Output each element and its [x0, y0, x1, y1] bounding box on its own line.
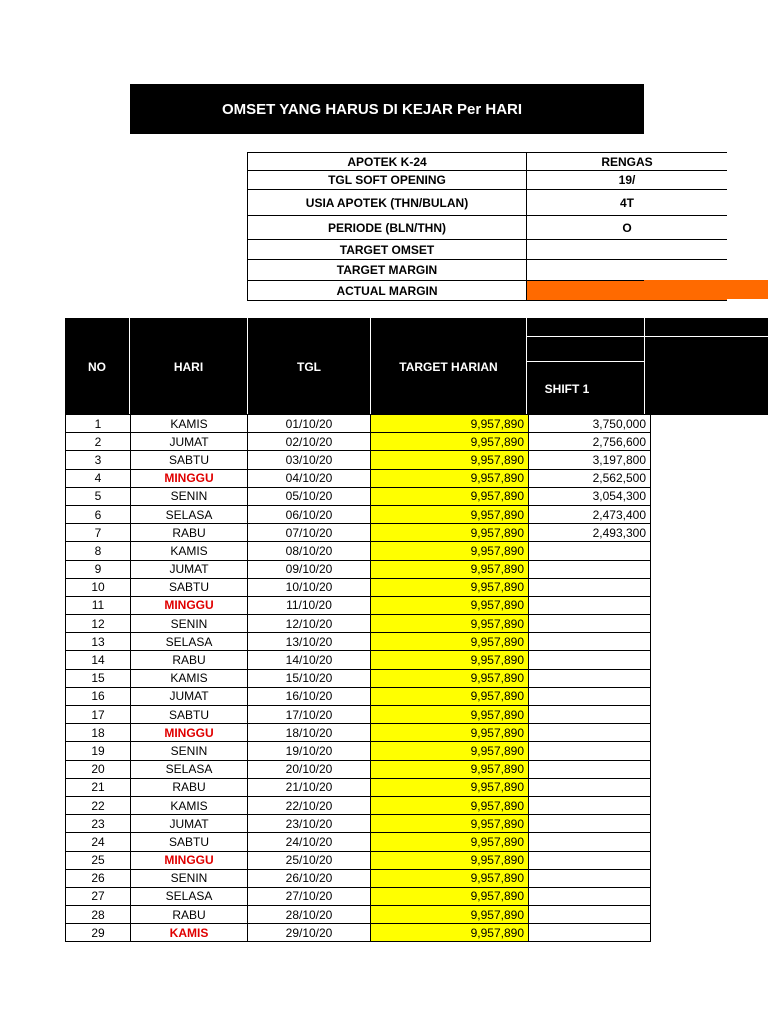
cell-hari[interactable]: SABTU [131, 578, 248, 596]
cell-tgl[interactable]: 26/10/20 [248, 869, 371, 887]
cell-tgl[interactable]: 09/10/20 [248, 560, 371, 578]
cell-no[interactable]: 9 [66, 560, 131, 578]
header-divider [527, 336, 768, 337]
cell-shift-1[interactable] [529, 669, 651, 687]
cell-tgl[interactable]: 15/10/20 [248, 669, 371, 687]
cell-hari[interactable]: SENIN [131, 869, 248, 887]
cell-shift-1[interactable] [529, 887, 651, 905]
table-row [66, 651, 651, 669]
cell-shift-1[interactable]: 2,562,500 [529, 469, 651, 487]
info-row [248, 153, 728, 171]
table-row [66, 742, 651, 760]
cell-shift-1[interactable]: 2,493,300 [529, 524, 651, 542]
info-label[interactable]: USIA APOTEK (THN/BULAN) [248, 190, 527, 216]
cell-hari[interactable]: SENIN [131, 615, 248, 633]
cell-hari[interactable]: JUMAT [131, 815, 248, 833]
cell-hari[interactable]: SELASA [131, 760, 248, 778]
cell-shift-1[interactable] [529, 851, 651, 869]
cell-tgl[interactable]: 17/10/20 [248, 706, 371, 724]
info-label[interactable]: TARGET MARGIN [248, 260, 527, 281]
cell-hari[interactable]: KAMIS [131, 415, 248, 433]
cell-no[interactable]: 2 [66, 433, 131, 451]
cell-shift-1[interactable]: 3,750,000 [529, 415, 651, 433]
cell-target-harian[interactable]: 9,957,890 [371, 505, 529, 523]
table-row [66, 869, 651, 887]
header-divider [644, 318, 645, 415]
table-row [66, 669, 651, 687]
cell-no[interactable]: 3 [66, 451, 131, 469]
cell-target-harian[interactable]: 9,957,890 [371, 724, 529, 742]
cell-shift-1[interactable]: 2,473,400 [529, 505, 651, 523]
cell-target-harian[interactable]: 9,957,890 [371, 706, 529, 724]
cell-tgl[interactable]: 13/10/20 [248, 633, 371, 651]
daily-target-table [65, 414, 651, 942]
table-row [66, 887, 651, 905]
cell-shift-1[interactable] [529, 760, 651, 778]
cell-tgl[interactable]: 06/10/20 [248, 505, 371, 523]
cell-target-harian[interactable]: 9,957,890 [371, 651, 529, 669]
cell-target-harian[interactable]: 9,957,890 [371, 742, 529, 760]
cell-no[interactable]: 27 [66, 887, 131, 905]
table-row [66, 815, 651, 833]
cell-shift-1[interactable] [529, 796, 651, 814]
cell-hari[interactable]: RABU [131, 651, 248, 669]
cell-shift-1[interactable] [529, 596, 651, 614]
cell-target-harian[interactable]: 9,957,890 [371, 815, 529, 833]
cell-hari[interactable]: KAMIS [131, 669, 248, 687]
cell-shift-1[interactable] [529, 706, 651, 724]
cell-shift-1[interactable] [529, 560, 651, 578]
table-row [66, 433, 651, 451]
cell-no[interactable]: 22 [66, 796, 131, 814]
table-row [66, 633, 651, 651]
cell-tgl[interactable]: 04/10/20 [248, 469, 371, 487]
cell-no[interactable]: 21 [66, 778, 131, 796]
cell-hari[interactable]: SABTU [131, 706, 248, 724]
info-value-text: O [622, 220, 632, 235]
cell-target-harian[interactable]: 9,957,890 [371, 433, 529, 451]
table-row [66, 505, 651, 523]
cell-tgl[interactable]: 25/10/20 [248, 851, 371, 869]
cell-shift-1[interactable] [529, 924, 651, 942]
info-value[interactable] [527, 216, 728, 240]
cell-target-harian[interactable]: 9,957,890 [371, 451, 529, 469]
info-row [248, 240, 728, 260]
sheet-title: OMSET YANG HARUS DI KEJAR Per HARI [130, 84, 644, 134]
cell-tgl[interactable]: 24/10/20 [248, 833, 371, 851]
cell-target-harian[interactable]: 9,957,890 [371, 687, 529, 705]
cell-target-harian[interactable]: 9,957,890 [371, 578, 529, 596]
info-row [248, 171, 728, 190]
cell-target-harian[interactable]: 9,957,890 [371, 851, 529, 869]
cell-shift-1[interactable] [529, 778, 651, 796]
header-tgl[interactable]: TGL [297, 359, 321, 374]
cell-target-harian[interactable]: 9,957,890 [371, 669, 529, 687]
cell-target-harian[interactable]: 9,957,890 [371, 887, 529, 905]
cell-hari[interactable]: SENIN [131, 742, 248, 760]
table-row [66, 487, 651, 505]
table-row [66, 760, 651, 778]
cell-target-harian[interactable]: 9,957,890 [371, 469, 529, 487]
cell-shift-1[interactable] [529, 724, 651, 742]
cell-hari[interactable]: KAMIS [131, 542, 248, 560]
cell-shift-1[interactable] [529, 633, 651, 651]
cell-hari[interactable]: SELASA [131, 633, 248, 651]
table-row [66, 560, 651, 578]
cell-no[interactable]: 14 [66, 651, 131, 669]
cell-hari[interactable]: SABTU [131, 451, 248, 469]
cell-shift-1[interactable]: 3,197,800 [529, 451, 651, 469]
cell-shift-1[interactable]: 3,054,300 [529, 487, 651, 505]
cell-target-harian[interactable]: 9,957,890 [371, 796, 529, 814]
cell-hari[interactable]: JUMAT [131, 433, 248, 451]
cell-no[interactable]: 1 [66, 415, 131, 433]
cell-no[interactable]: 15 [66, 669, 131, 687]
cell-tgl[interactable]: 02/10/20 [248, 433, 371, 451]
cell-shift-1[interactable] [529, 906, 651, 924]
info-value[interactable] [527, 171, 728, 190]
info-row [248, 216, 728, 240]
header-target-harian[interactable]: TARGET HARIAN [399, 359, 498, 374]
cell-tgl[interactable]: 22/10/20 [248, 796, 371, 814]
cell-hari[interactable]: JUMAT [131, 687, 248, 705]
cell-tgl[interactable]: 27/10/20 [248, 887, 371, 905]
cell-target-harian[interactable]: 9,957,890 [371, 542, 529, 560]
cell-tgl[interactable]: 28/10/20 [248, 906, 371, 924]
cell-no[interactable]: 26 [66, 869, 131, 887]
cell-no[interactable]: 23 [66, 815, 131, 833]
info-value-text: RENGAS [601, 154, 653, 169]
cell-tgl[interactable]: 19/10/20 [248, 742, 371, 760]
cell-shift-1[interactable] [529, 651, 651, 669]
cell-target-harian[interactable]: 9,957,890 [371, 778, 529, 796]
cell-no[interactable]: 7 [66, 524, 131, 542]
cell-tgl[interactable]: 12/10/20 [248, 615, 371, 633]
cell-no[interactable]: 18 [66, 724, 131, 742]
cell-tgl[interactable]: 21/10/20 [248, 778, 371, 796]
table-row [66, 851, 651, 869]
cell-tgl[interactable]: 23/10/20 [248, 815, 371, 833]
cell-target-harian[interactable]: 9,957,890 [371, 487, 529, 505]
cell-target-harian[interactable]: 9,957,890 [371, 906, 529, 924]
cell-target-harian[interactable]: 9,957,890 [371, 924, 529, 942]
info-label[interactable]: PERIODE (BLN/THN) [248, 216, 527, 240]
cell-no[interactable]: 28 [66, 906, 131, 924]
cell-no[interactable]: 8 [66, 542, 131, 560]
cell-hari[interactable]: MINGGU [131, 724, 248, 742]
cell-shift-1[interactable]: 2,756,600 [529, 433, 651, 451]
cell-shift-1[interactable] [529, 815, 651, 833]
cell-hari[interactable]: JUMAT [131, 560, 248, 578]
cell-hari[interactable]: RABU [131, 906, 248, 924]
cell-target-harian[interactable]: 9,957,890 [371, 560, 529, 578]
cell-target-harian[interactable]: 9,957,890 [371, 833, 529, 851]
cell-no[interactable]: 19 [66, 742, 131, 760]
table-row [66, 578, 651, 596]
info-value[interactable] [527, 260, 728, 281]
cell-no[interactable]: 5 [66, 487, 131, 505]
cell-shift-1[interactable] [529, 542, 651, 560]
cell-hari[interactable]: MINGGU [131, 851, 248, 869]
info-value-text: 19/ [618, 173, 636, 187]
cell-shift-1[interactable] [529, 615, 651, 633]
info-value[interactable] [527, 153, 728, 171]
cell-tgl[interactable]: 20/10/20 [248, 760, 371, 778]
cell-tgl[interactable]: 05/10/20 [248, 487, 371, 505]
table-row [66, 615, 651, 633]
cell-no[interactable]: 25 [66, 851, 131, 869]
table-row [66, 687, 651, 705]
cell-no[interactable]: 11 [66, 596, 131, 614]
table-row [66, 542, 651, 560]
info-value[interactable] [527, 190, 728, 216]
cell-shift-1[interactable] [529, 869, 651, 887]
cell-shift-1[interactable] [529, 687, 651, 705]
table-row [66, 524, 651, 542]
cell-no[interactable]: 20 [66, 760, 131, 778]
cell-tgl[interactable]: 11/10/20 [248, 596, 371, 614]
cell-no[interactable]: 12 [66, 615, 131, 633]
info-label[interactable]: TARGET OMSET [248, 240, 527, 260]
header-no[interactable]: NO [88, 359, 106, 374]
cell-shift-1[interactable] [529, 742, 651, 760]
cell-target-harian[interactable]: 9,957,890 [371, 760, 529, 778]
table-row [66, 451, 651, 469]
actual-margin-fill [644, 280, 768, 299]
cell-hari[interactable]: SENIN [131, 487, 248, 505]
cell-target-harian[interactable]: 9,957,890 [371, 524, 529, 542]
info-label[interactable]: TGL SOFT OPENING [248, 171, 527, 190]
cell-no[interactable]: 6 [66, 505, 131, 523]
cell-no[interactable]: 17 [66, 706, 131, 724]
cell-tgl[interactable]: 08/10/20 [248, 542, 371, 560]
table-row [66, 778, 651, 796]
cell-target-harian[interactable]: 9,957,890 [371, 596, 529, 614]
cell-target-harian[interactable]: 9,957,890 [371, 633, 529, 651]
cell-no[interactable]: 24 [66, 833, 131, 851]
info-label[interactable]: APOTEK K-24 [248, 153, 527, 171]
cell-tgl[interactable]: 07/10/20 [248, 524, 371, 542]
cell-tgl[interactable]: 10/10/20 [248, 578, 371, 596]
table-row [66, 469, 651, 487]
cell-shift-1[interactable] [529, 833, 651, 851]
cell-no[interactable]: 16 [66, 687, 131, 705]
table-row [66, 906, 651, 924]
cell-tgl[interactable]: 14/10/20 [248, 651, 371, 669]
cell-no[interactable]: 4 [66, 469, 131, 487]
cell-no[interactable]: 10 [66, 578, 131, 596]
info-value[interactable] [527, 240, 728, 260]
cell-hari[interactable]: RABU [131, 778, 248, 796]
cell-hari[interactable]: SELASA [131, 505, 248, 523]
cell-shift-1[interactable] [529, 578, 651, 596]
table-row [66, 833, 651, 851]
table-row [66, 415, 651, 433]
table-row [66, 706, 651, 724]
cell-tgl[interactable]: 16/10/20 [248, 687, 371, 705]
table-row [66, 724, 651, 742]
cell-tgl[interactable]: 29/10/20 [248, 924, 371, 942]
cell-hari[interactable]: SELASA [131, 887, 248, 905]
cell-tgl[interactable]: 18/10/20 [248, 724, 371, 742]
cell-target-harian[interactable]: 9,957,890 [371, 615, 529, 633]
cell-tgl[interactable]: 03/10/20 [248, 451, 371, 469]
table-row [66, 596, 651, 614]
info-table [247, 152, 727, 301]
table-row [66, 924, 651, 942]
header-shift-1[interactable]: SHIFT 1 [544, 381, 590, 396]
info-row [248, 260, 728, 281]
info-label[interactable]: ACTUAL MARGIN [248, 281, 527, 301]
cell-hari[interactable]: MINGGU [131, 469, 248, 487]
cell-no[interactable]: 29 [66, 924, 131, 942]
info-row [248, 190, 728, 216]
cell-target-harian[interactable]: 9,957,890 [371, 415, 529, 433]
cell-hari[interactable]: MINGGU [131, 596, 248, 614]
cell-hari[interactable]: SABTU [131, 833, 248, 851]
cell-hari[interactable]: RABU [131, 524, 248, 542]
table-header [65, 318, 768, 415]
info-value-text: 4T [619, 195, 634, 210]
cell-target-harian[interactable]: 9,957,890 [371, 869, 529, 887]
cell-hari[interactable]: KAMIS [131, 924, 248, 942]
header-hari[interactable]: HARI [173, 359, 204, 374]
cell-hari[interactable]: KAMIS [131, 796, 248, 814]
cell-no[interactable]: 13 [66, 633, 131, 651]
table-row [66, 796, 651, 814]
cell-tgl[interactable]: 01/10/20 [248, 415, 371, 433]
